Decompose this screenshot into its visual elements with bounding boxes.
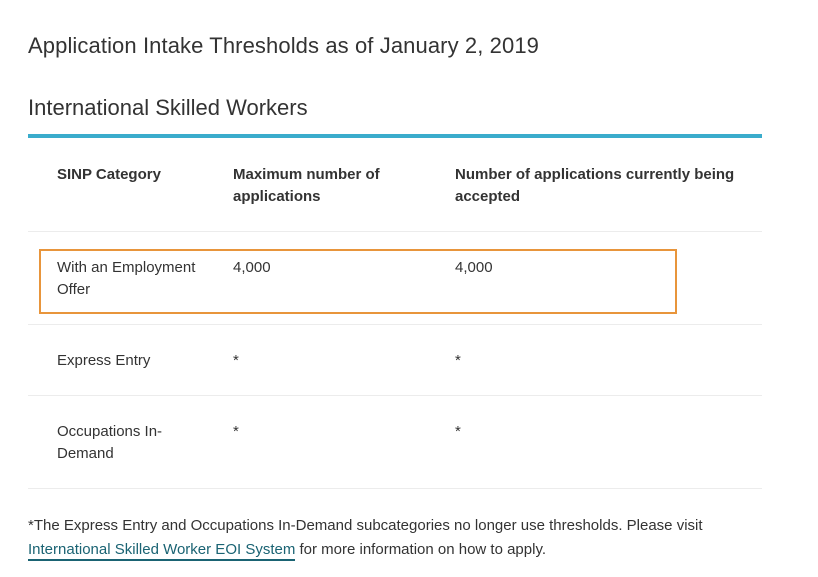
row-category: With an Employment Offer <box>57 259 196 298</box>
page-title: Application Intake Thresholds as of January 2, 2019 <box>28 33 540 58</box>
section-title: International Skilled Workers <box>28 95 308 120</box>
header-maximum-applications: Maximum number of applications <box>233 166 380 205</box>
footnote-text-after: for more information on how to apply. <box>295 541 547 558</box>
table-row <box>28 325 762 396</box>
row-maximum: * <box>233 423 239 440</box>
row-accepted: * <box>455 423 461 440</box>
table-row <box>28 232 762 325</box>
header-sinp-category: SINP Category <box>57 166 161 183</box>
row-accepted: 4,000 <box>455 259 493 276</box>
footnote <box>28 514 768 562</box>
row-maximum: 4,000 <box>233 259 271 276</box>
row-maximum: * <box>233 352 239 369</box>
row-category: Express Entry <box>57 352 151 369</box>
eoi-system-link[interactable]: International Skilled Worker EOI System <box>28 541 295 561</box>
header-applications-accepted: Number of applications currently being accepted <box>455 166 735 205</box>
footnote-text: *The Express Entry and Occupations In-Demand subcategories no longer use thresholds. Please visit <box>28 517 703 534</box>
table-header-row <box>28 138 762 232</box>
row-accepted: * <box>455 352 461 369</box>
table-row <box>28 396 762 489</box>
row-category: Occupations In-Demand <box>57 423 163 462</box>
